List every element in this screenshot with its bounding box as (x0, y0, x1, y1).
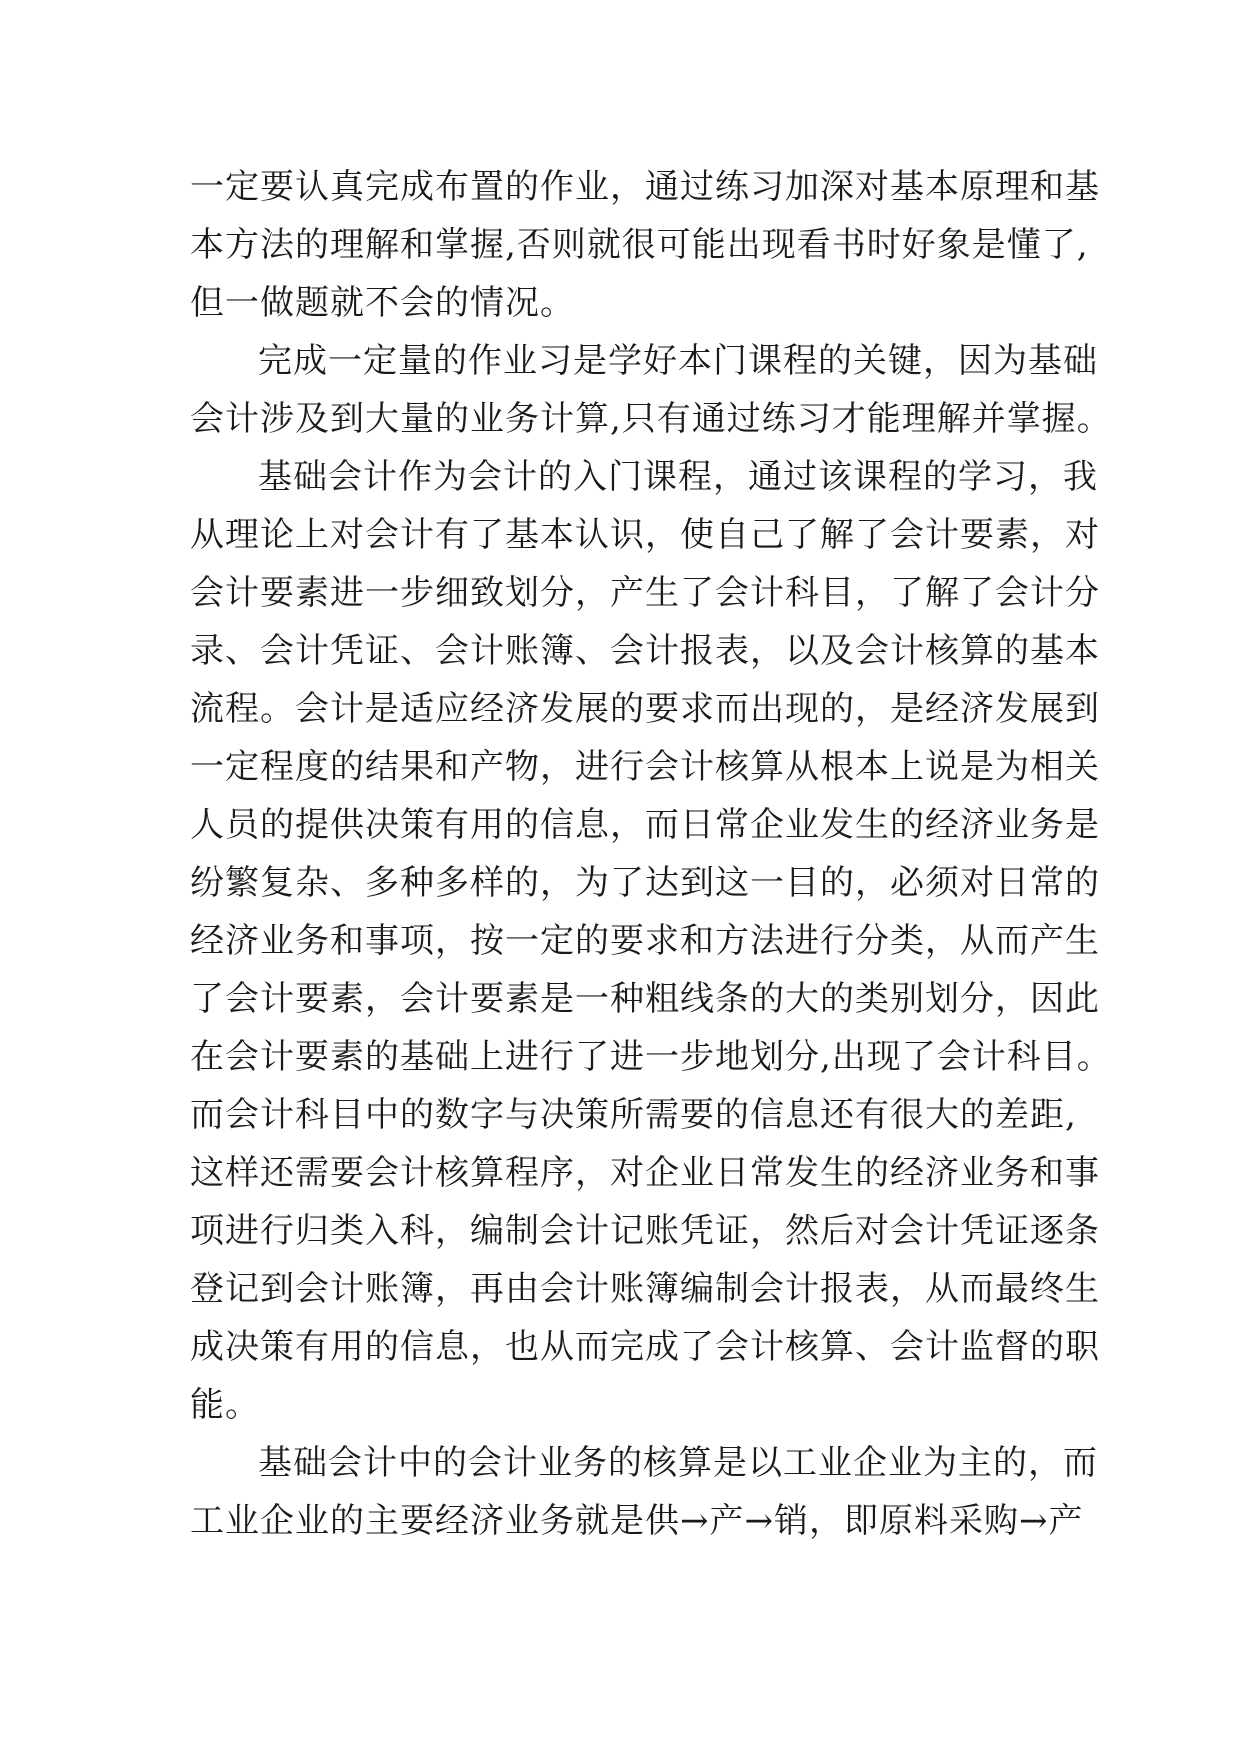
paragraph (190, 448, 1112, 1434)
document-body (190, 158, 1112, 1550)
text-line: 基础会计作为会计的入门课程，通过该课程的学习，我 (258, 457, 1098, 497)
text-line: 工业企业的主要经济业务就是供→产→销，即原料采购→产 (190, 1501, 1084, 1541)
text-line: 这样还需要会计核算程序，对企业日常发生的经济业务和事 (190, 1153, 1100, 1193)
text-line: 了会计要素，会计要素是一种粗线条的大的类别划分，因此 (190, 979, 1100, 1019)
text-line: 完成一定量的作业习是学好本门课程的关键，因为基础 (258, 341, 1098, 381)
text-line: 经济业务和事项，按一定的要求和方法进行分类，从而产生 (190, 921, 1100, 961)
text-line: 而会计科目中的数字与决策所需要的信息还有很大的差距, (190, 1095, 1077, 1135)
text-line: 成决策有用的信息，也从而完成了会计核算、会计监督的职 (190, 1327, 1100, 1367)
text-line: 本方法的理解和掌握,否则就很可能出现看书时好象是懂了, (190, 225, 1089, 265)
text-line: 录、会计凭证、会计账簿、会计报表，以及会计核算的基本 (190, 631, 1100, 671)
text-line: 基础会计中的会计业务的核算是以工业企业为主的，而 (258, 1443, 1098, 1483)
paragraph (190, 158, 1100, 332)
text-line: 项进行归类入科，编制会计记账凭证，然后对会计凭证逐条 (190, 1211, 1100, 1251)
text-line: 流程。会计是适应经济发展的要求而出现的，是经济发展到 (190, 689, 1100, 729)
text-line: 一定程度的结果和产物，进行会计核算从根本上说是为相关 (190, 747, 1100, 787)
text-line: 登记到会计账簿，再由会计账簿编制会计报表，从而最终生 (190, 1269, 1100, 1309)
text-line: 从理论上对会计有了基本认识，使自己了解了会计要素，对 (190, 515, 1100, 555)
text-line: 纷繁复杂、多种多样的，为了达到这一目的，必须对日常的 (190, 863, 1100, 903)
text-line: 会计涉及到大量的业务计算,只有通过练习才能理解并掌握。 (190, 399, 1112, 439)
text-line: 但一做题就不会的情况。 (190, 283, 575, 323)
text-line: 在会计要素的基础上进行了进一步地划分,出现了会计科目。 (190, 1037, 1112, 1077)
text-line: 会计要素进一步细致划分，产生了会计科目，了解了会计分 (190, 573, 1100, 613)
paragraph (190, 332, 1112, 448)
text-line: 一定要认真完成布置的作业，通过练习加深对基本原理和基 (190, 167, 1100, 207)
text-line: 能。 (190, 1385, 260, 1425)
paragraph (190, 1434, 1098, 1550)
text-line: 人员的提供决策有用的信息，而日常企业发生的经济业务是 (190, 805, 1100, 845)
